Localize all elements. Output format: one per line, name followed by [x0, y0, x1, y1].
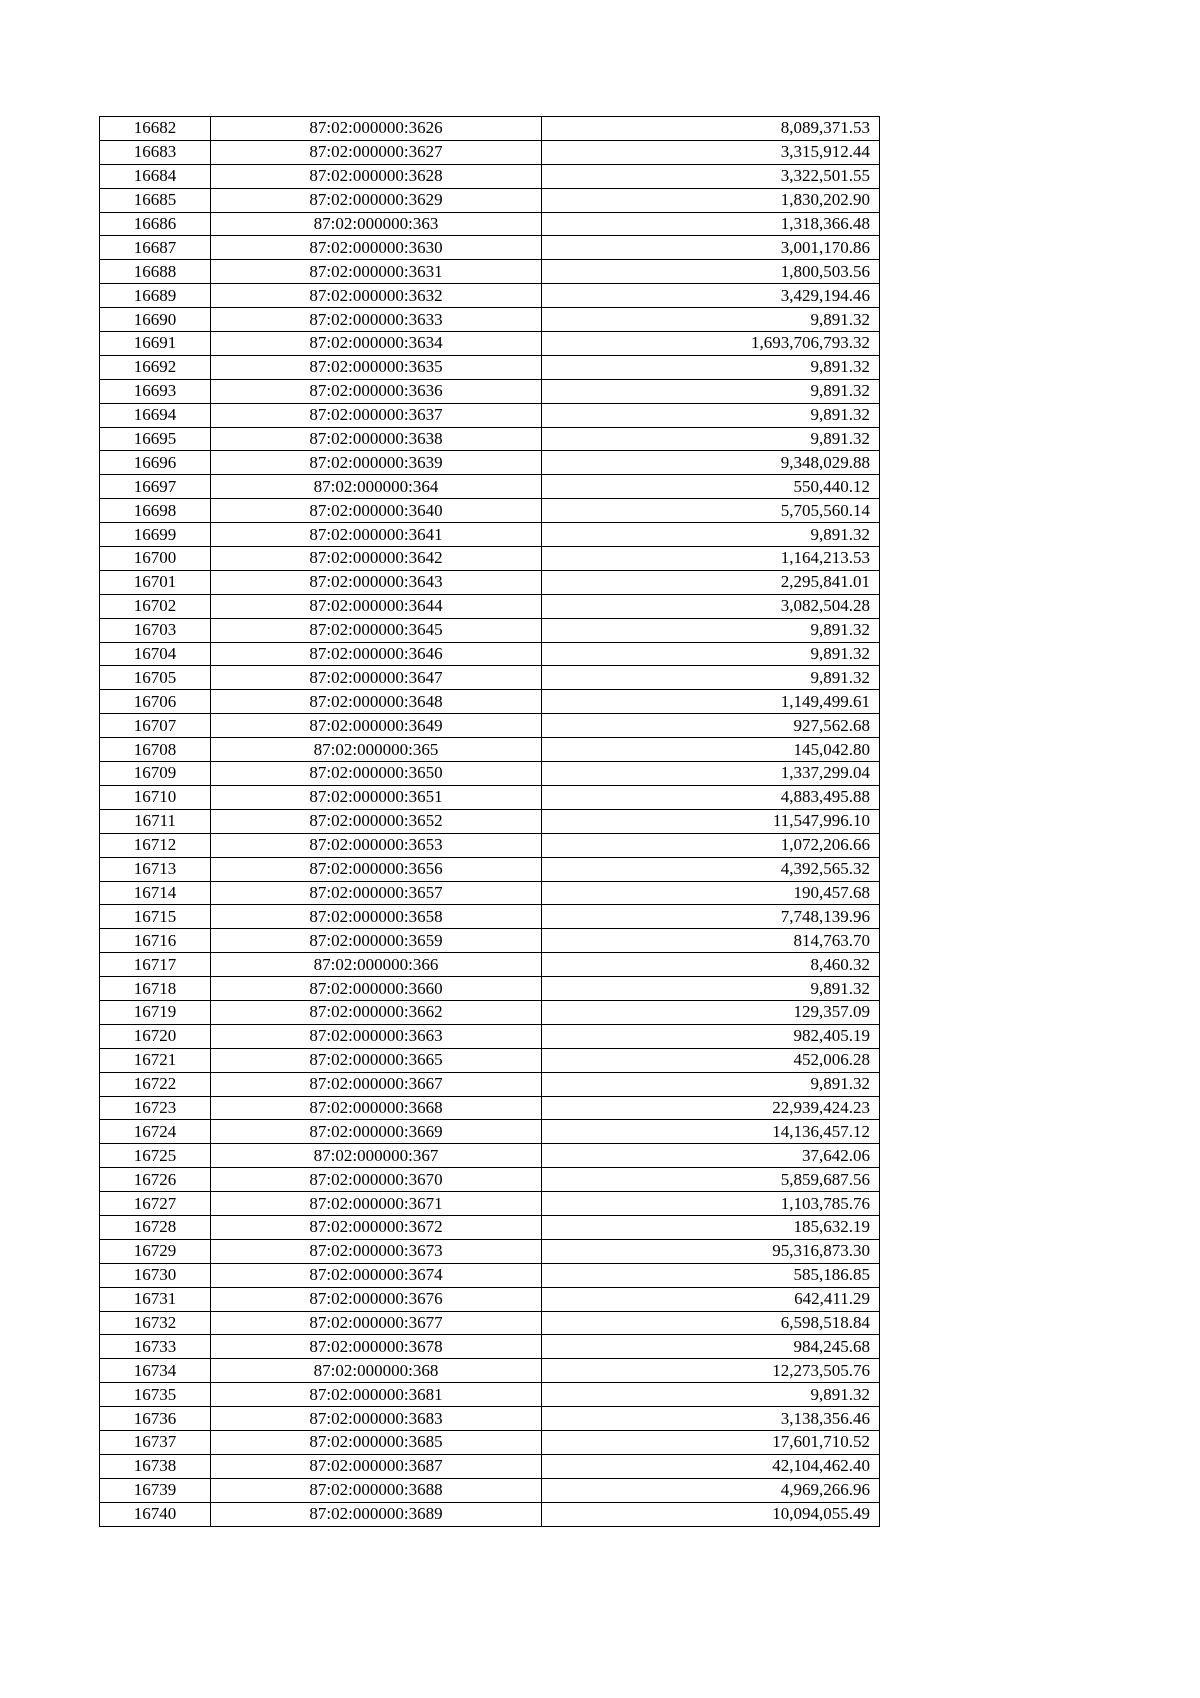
cadastral-number-cell: 87:02:000000:3671 — [211, 1192, 542, 1216]
row-number-cell: 16722 — [100, 1072, 211, 1096]
cadastral-value-cell: 3,138,356.46 — [542, 1407, 880, 1431]
cadastral-number-cell: 87:02:000000:3626 — [211, 117, 542, 141]
table-row — [100, 547, 880, 571]
cadastral-value-cell: 984,245.68 — [542, 1335, 880, 1359]
cadastral-number-cell: 87:02:000000:3630 — [211, 236, 542, 260]
cadastral-value-cell: 1,693,706,793.32 — [542, 332, 880, 356]
table-row — [100, 1263, 880, 1287]
cadastral-value-cell: 185,632.19 — [542, 1215, 880, 1239]
cadastral-number-cell: 87:02:000000:364 — [211, 475, 542, 499]
cadastral-value-cell: 6,598,518.84 — [542, 1311, 880, 1335]
cadastral-number-cell: 87:02:000000:3646 — [211, 642, 542, 666]
cadastral-value-cell: 3,429,194.46 — [542, 284, 880, 308]
table-row — [100, 857, 880, 881]
row-number-cell: 16736 — [100, 1407, 211, 1431]
cadastral-number-cell: 87:02:000000:3635 — [211, 355, 542, 379]
cadastral-number-cell: 87:02:000000:3649 — [211, 714, 542, 738]
cadastral-number-cell: 87:02:000000:3647 — [211, 666, 542, 690]
cadastral-value-cell: 9,891.32 — [542, 642, 880, 666]
cadastral-value-cell: 982,405.19 — [542, 1024, 880, 1048]
table-row — [100, 1335, 880, 1359]
table-row — [100, 475, 880, 499]
cadastral-value-cell: 585,186.85 — [542, 1263, 880, 1287]
table-row — [100, 523, 880, 547]
cadastral-number-cell: 87:02:000000:3653 — [211, 833, 542, 857]
row-number-cell: 16686 — [100, 212, 211, 236]
table-row — [100, 1502, 880, 1526]
cadastral-value-cell: 9,891.32 — [542, 1072, 880, 1096]
cadastral-value-cell: 8,460.32 — [542, 953, 880, 977]
cadastral-value-cell: 550,440.12 — [542, 475, 880, 499]
cadastral-number-cell: 87:02:000000:368 — [211, 1359, 542, 1383]
row-number-cell: 16728 — [100, 1215, 211, 1239]
cadastral-number-cell: 87:02:000000:3628 — [211, 164, 542, 188]
row-number-cell: 16713 — [100, 857, 211, 881]
table-row — [100, 1120, 880, 1144]
cadastral-number-cell: 87:02:000000:3651 — [211, 785, 542, 809]
row-number-cell: 16687 — [100, 236, 211, 260]
cadastral-number-cell: 87:02:000000:3657 — [211, 881, 542, 905]
table-row — [100, 1024, 880, 1048]
cadastral-value-cell: 9,891.32 — [542, 977, 880, 1001]
cadastral-value-cell: 9,891.32 — [542, 618, 880, 642]
cadastral-number-cell: 87:02:000000:3638 — [211, 427, 542, 451]
row-number-cell: 16696 — [100, 451, 211, 475]
cadastral-value-cell: 1,149,499.61 — [542, 690, 880, 714]
cadastral-number-cell: 87:02:000000:3663 — [211, 1024, 542, 1048]
cadastral-number-cell: 87:02:000000:3641 — [211, 523, 542, 547]
cadastral-number-cell: 87:02:000000:3662 — [211, 1000, 542, 1024]
table-row — [100, 833, 880, 857]
table-row — [100, 953, 880, 977]
row-number-cell: 16694 — [100, 403, 211, 427]
cadastral-value-cell: 1,800,503.56 — [542, 260, 880, 284]
cadastral-number-cell: 87:02:000000:3642 — [211, 547, 542, 571]
table-row — [100, 403, 880, 427]
table-body — [100, 117, 880, 1527]
table-row — [100, 427, 880, 451]
cadastral-number-cell: 87:02:000000:3676 — [211, 1287, 542, 1311]
cadastral-number-cell: 87:02:000000:3665 — [211, 1048, 542, 1072]
row-number-cell: 16709 — [100, 762, 211, 786]
cadastral-value-cell: 7,748,139.96 — [542, 905, 880, 929]
cadastral-value-cell: 1,318,366.48 — [542, 212, 880, 236]
row-number-cell: 16723 — [100, 1096, 211, 1120]
cadastral-value-cell: 95,316,873.30 — [542, 1239, 880, 1263]
cadastral-number-cell: 87:02:000000:3633 — [211, 308, 542, 332]
cadastral-number-cell: 87:02:000000:3639 — [211, 451, 542, 475]
row-number-cell: 16692 — [100, 355, 211, 379]
table-row — [100, 212, 880, 236]
cadastral-value-cell: 1,072,206.66 — [542, 833, 880, 857]
table-row — [100, 977, 880, 1001]
row-number-cell: 16725 — [100, 1144, 211, 1168]
row-number-cell: 16690 — [100, 308, 211, 332]
row-number-cell: 16683 — [100, 140, 211, 164]
row-number-cell: 16729 — [100, 1239, 211, 1263]
cadastral-number-cell: 87:02:000000:3644 — [211, 594, 542, 618]
cadastral-value-cell: 9,891.32 — [542, 523, 880, 547]
row-number-cell: 16724 — [100, 1120, 211, 1144]
row-number-cell: 16684 — [100, 164, 211, 188]
cadastral-number-cell: 87:02:000000:3683 — [211, 1407, 542, 1431]
table-row — [100, 260, 880, 284]
table-row — [100, 499, 880, 523]
cadastral-number-cell: 87:02:000000:3648 — [211, 690, 542, 714]
row-number-cell: 16699 — [100, 523, 211, 547]
table-row — [100, 117, 880, 141]
cadastral-value-cell: 5,705,560.14 — [542, 499, 880, 523]
cadastral-number-cell: 87:02:000000:3688 — [211, 1478, 542, 1502]
table-row — [100, 1478, 880, 1502]
row-number-cell: 16697 — [100, 475, 211, 499]
cadastral-value-cell: 5,859,687.56 — [542, 1168, 880, 1192]
cadastral-number-cell: 87:02:000000:3678 — [211, 1335, 542, 1359]
row-number-cell: 16739 — [100, 1478, 211, 1502]
cadastral-number-cell: 87:02:000000:3643 — [211, 570, 542, 594]
cadastral-value-cell: 11,547,996.10 — [542, 809, 880, 833]
cadastral-value-cell: 2,295,841.01 — [542, 570, 880, 594]
cadastral-number-cell: 87:02:000000:363 — [211, 212, 542, 236]
row-number-cell: 16698 — [100, 499, 211, 523]
cadastral-number-cell: 87:02:000000:367 — [211, 1144, 542, 1168]
cadastral-number-cell: 87:02:000000:3659 — [211, 929, 542, 953]
cadastral-number-cell: 87:02:000000:3668 — [211, 1096, 542, 1120]
row-number-cell: 16703 — [100, 618, 211, 642]
cadastral-number-cell: 87:02:000000:3677 — [211, 1311, 542, 1335]
cadastral-value-cell: 9,891.32 — [542, 403, 880, 427]
table-row — [100, 690, 880, 714]
table-row — [100, 236, 880, 260]
table-row — [100, 1407, 880, 1431]
table-row — [100, 785, 880, 809]
cadastral-value-cell: 8,089,371.53 — [542, 117, 880, 141]
cadastral-value-cell: 9,348,029.88 — [542, 451, 880, 475]
cadastral-number-cell: 87:02:000000:3632 — [211, 284, 542, 308]
table-row — [100, 188, 880, 212]
row-number-cell: 16720 — [100, 1024, 211, 1048]
row-number-cell: 16706 — [100, 690, 211, 714]
cadastral-number-cell: 87:02:000000:3669 — [211, 1120, 542, 1144]
cadastral-number-cell: 87:02:000000:3672 — [211, 1215, 542, 1239]
cadastral-number-cell: 87:02:000000:3687 — [211, 1454, 542, 1478]
table-row — [100, 1359, 880, 1383]
table-row — [100, 164, 880, 188]
cadastral-number-cell: 87:02:000000:3681 — [211, 1383, 542, 1407]
row-number-cell: 16716 — [100, 929, 211, 953]
cadastral-value-cell: 452,006.28 — [542, 1048, 880, 1072]
row-number-cell: 16688 — [100, 260, 211, 284]
row-number-cell: 16727 — [100, 1192, 211, 1216]
table-row — [100, 1287, 880, 1311]
table-row — [100, 1430, 880, 1454]
table-row — [100, 738, 880, 762]
row-number-cell: 16685 — [100, 188, 211, 212]
cadastral-number-cell: 87:02:000000:3627 — [211, 140, 542, 164]
row-number-cell: 16708 — [100, 738, 211, 762]
row-number-cell: 16693 — [100, 379, 211, 403]
row-number-cell: 16704 — [100, 642, 211, 666]
cadastral-number-cell: 87:02:000000:3658 — [211, 905, 542, 929]
row-number-cell: 16705 — [100, 666, 211, 690]
table-row — [100, 1239, 880, 1263]
cadastral-value-cell: 17,601,710.52 — [542, 1430, 880, 1454]
row-number-cell: 16695 — [100, 427, 211, 451]
row-number-cell: 16738 — [100, 1454, 211, 1478]
cadastral-value-cell: 814,763.70 — [542, 929, 880, 953]
table-row — [100, 1383, 880, 1407]
cadastral-value-cell: 3,001,170.86 — [542, 236, 880, 260]
row-number-cell: 16740 — [100, 1502, 211, 1526]
table-row — [100, 762, 880, 786]
cadastral-value-cell: 4,969,266.96 — [542, 1478, 880, 1502]
table-row — [100, 905, 880, 929]
row-number-cell: 16733 — [100, 1335, 211, 1359]
row-number-cell: 16689 — [100, 284, 211, 308]
table-row — [100, 1144, 880, 1168]
row-number-cell: 16701 — [100, 570, 211, 594]
table-row — [100, 451, 880, 475]
table-row — [100, 929, 880, 953]
table-row — [100, 1168, 880, 1192]
table-row — [100, 666, 880, 690]
table-row — [100, 1192, 880, 1216]
row-number-cell: 16718 — [100, 977, 211, 1001]
cadastral-number-cell: 87:02:000000:3636 — [211, 379, 542, 403]
cadastral-number-cell: 87:02:000000:3660 — [211, 977, 542, 1001]
cadastral-number-cell: 87:02:000000:3652 — [211, 809, 542, 833]
cadastral-number-cell: 87:02:000000:3667 — [211, 1072, 542, 1096]
cadastral-value-cell: 9,891.32 — [542, 666, 880, 690]
table-row — [100, 1454, 880, 1478]
cadastral-value-cell: 12,273,505.76 — [542, 1359, 880, 1383]
cadastral-number-cell: 87:02:000000:3656 — [211, 857, 542, 881]
cadastral-number-cell: 87:02:000000:3637 — [211, 403, 542, 427]
cadastral-number-cell: 87:02:000000:3634 — [211, 332, 542, 356]
cadastral-value-cell: 129,357.09 — [542, 1000, 880, 1024]
row-number-cell: 16700 — [100, 547, 211, 571]
cadastral-number-cell: 87:02:000000:3640 — [211, 499, 542, 523]
cadastral-value-cell: 145,042.80 — [542, 738, 880, 762]
cadastral-number-cell: 87:02:000000:3631 — [211, 260, 542, 284]
row-number-cell: 16702 — [100, 594, 211, 618]
cadastral-value-cell: 642,411.29 — [542, 1287, 880, 1311]
table-row — [100, 1072, 880, 1096]
cadastral-value-cell: 1,164,213.53 — [542, 547, 880, 571]
cadastral-number-cell: 87:02:000000:3685 — [211, 1430, 542, 1454]
cadastral-number-cell: 87:02:000000:3645 — [211, 618, 542, 642]
row-number-cell: 16721 — [100, 1048, 211, 1072]
cadastral-value-cell: 9,891.32 — [542, 379, 880, 403]
table-row — [100, 355, 880, 379]
row-number-cell: 16691 — [100, 332, 211, 356]
row-number-cell: 16734 — [100, 1359, 211, 1383]
cadastral-number-cell: 87:02:000000:3673 — [211, 1239, 542, 1263]
table-row — [100, 618, 880, 642]
cadastral-value-cell: 9,891.32 — [542, 427, 880, 451]
cadastral-value-cell: 1,337,299.04 — [542, 762, 880, 786]
cadastral-number-cell: 87:02:000000:3670 — [211, 1168, 542, 1192]
row-number-cell: 16717 — [100, 953, 211, 977]
row-number-cell: 16712 — [100, 833, 211, 857]
cadastral-value-cell: 1,103,785.76 — [542, 1192, 880, 1216]
cadastral-number-cell: 87:02:000000:3689 — [211, 1502, 542, 1526]
table-row — [100, 881, 880, 905]
cadastral-value-cell: 3,322,501.55 — [542, 164, 880, 188]
cadastral-number-cell: 87:02:000000:365 — [211, 738, 542, 762]
row-number-cell: 16715 — [100, 905, 211, 929]
table-row — [100, 1311, 880, 1335]
cadastral-value-cell: 4,883,495.88 — [542, 785, 880, 809]
row-number-cell: 16730 — [100, 1263, 211, 1287]
row-number-cell: 16737 — [100, 1430, 211, 1454]
cadastral-value-table — [99, 116, 880, 1527]
cadastral-number-cell: 87:02:000000:366 — [211, 953, 542, 977]
row-number-cell: 16726 — [100, 1168, 211, 1192]
cadastral-number-cell: 87:02:000000:3650 — [211, 762, 542, 786]
row-number-cell: 16735 — [100, 1383, 211, 1407]
table-row — [100, 379, 880, 403]
cadastral-value-cell: 37,642.06 — [542, 1144, 880, 1168]
table-row — [100, 714, 880, 738]
table-row — [100, 332, 880, 356]
cadastral-value-cell: 190,457.68 — [542, 881, 880, 905]
cadastral-value-cell: 927,562.68 — [542, 714, 880, 738]
cadastral-value-cell: 9,891.32 — [542, 1383, 880, 1407]
table-row — [100, 570, 880, 594]
table-row — [100, 1096, 880, 1120]
cadastral-value-cell: 9,891.32 — [542, 355, 880, 379]
table-row — [100, 642, 880, 666]
cadastral-value-cell: 22,939,424.23 — [542, 1096, 880, 1120]
cadastral-value-cell: 4,392,565.32 — [542, 857, 880, 881]
cadastral-value-cell: 10,094,055.49 — [542, 1502, 880, 1526]
cadastral-number-cell: 87:02:000000:3629 — [211, 188, 542, 212]
cadastral-value-cell: 42,104,462.40 — [542, 1454, 880, 1478]
table-row — [100, 140, 880, 164]
row-number-cell: 16682 — [100, 117, 211, 141]
table-row — [100, 1000, 880, 1024]
cadastral-value-cell: 3,315,912.44 — [542, 140, 880, 164]
cadastral-number-cell: 87:02:000000:3674 — [211, 1263, 542, 1287]
row-number-cell: 16707 — [100, 714, 211, 738]
cadastral-value-cell: 9,891.32 — [542, 308, 880, 332]
row-number-cell: 16719 — [100, 1000, 211, 1024]
cadastral-value-cell: 14,136,457.12 — [542, 1120, 880, 1144]
cadastral-value-cell: 3,082,504.28 — [542, 594, 880, 618]
row-number-cell: 16731 — [100, 1287, 211, 1311]
cadastral-value-cell: 1,830,202.90 — [542, 188, 880, 212]
row-number-cell: 16714 — [100, 881, 211, 905]
table-row — [100, 809, 880, 833]
table-row — [100, 1215, 880, 1239]
row-number-cell: 16711 — [100, 809, 211, 833]
table-row — [100, 594, 880, 618]
table-row — [100, 284, 880, 308]
table-row — [100, 1048, 880, 1072]
table-row — [100, 308, 880, 332]
row-number-cell: 16732 — [100, 1311, 211, 1335]
row-number-cell: 16710 — [100, 785, 211, 809]
